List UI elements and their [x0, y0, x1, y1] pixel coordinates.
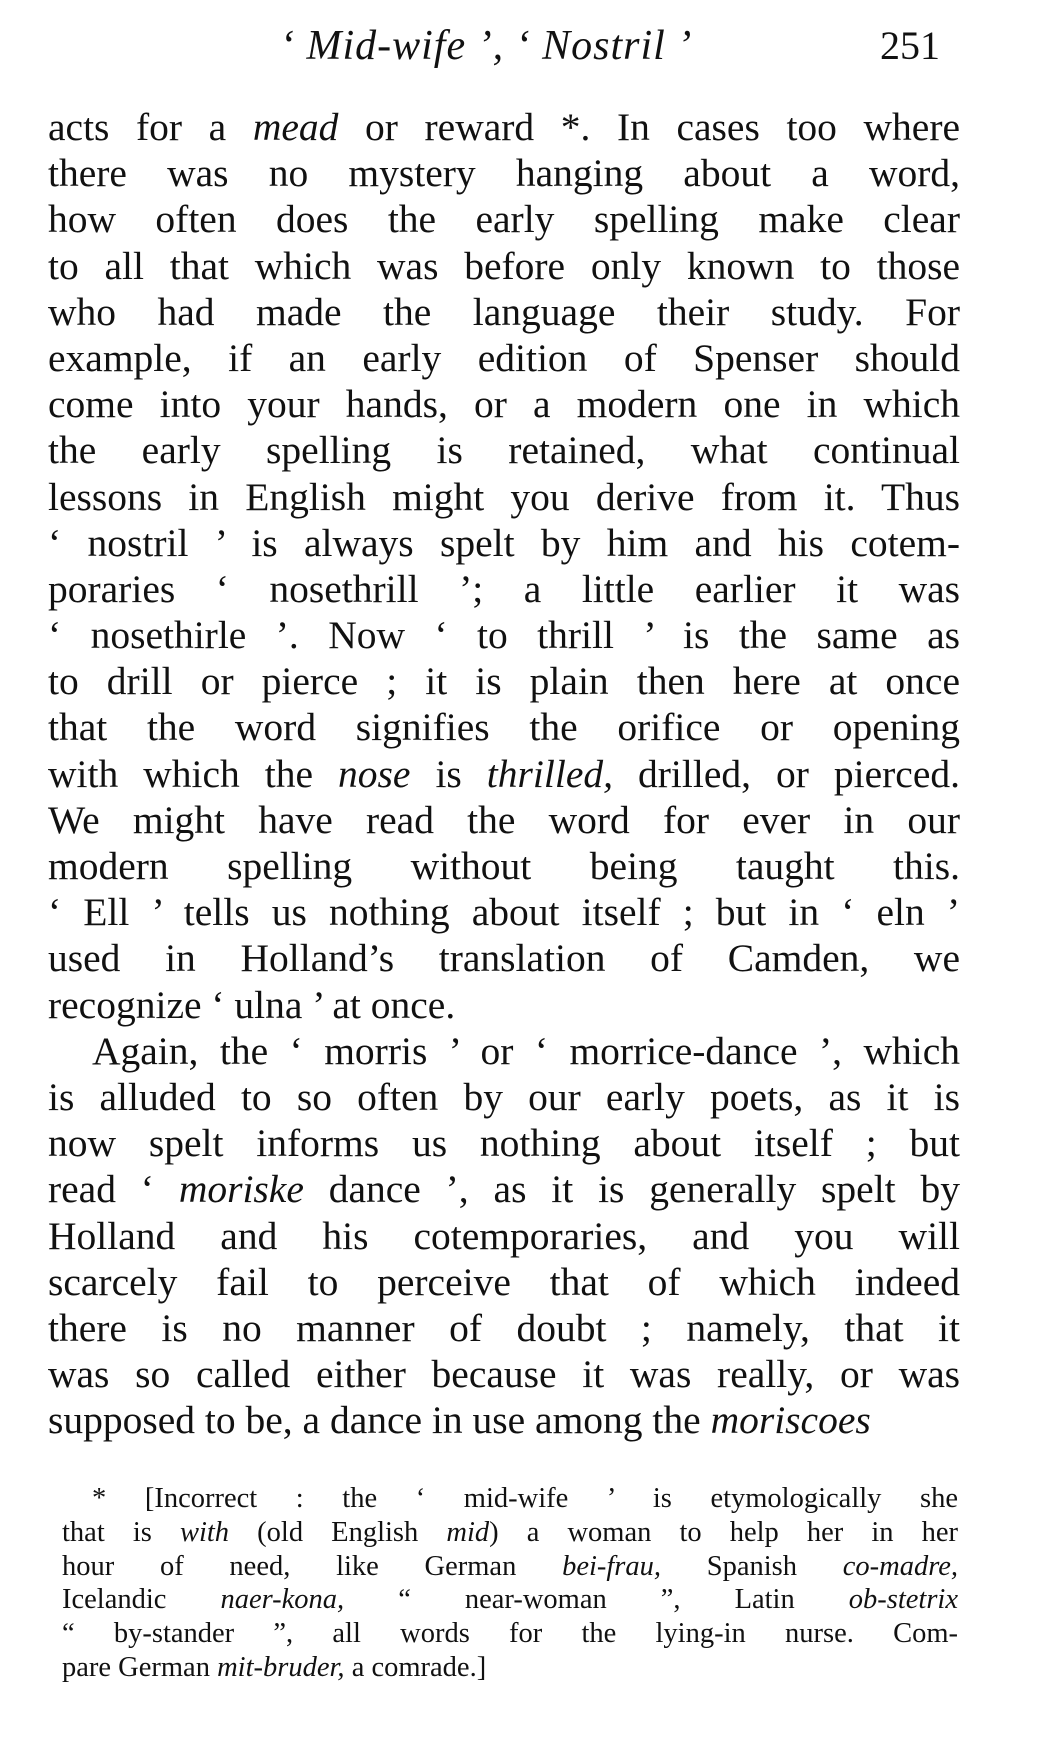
text-run: Holland and his cotemporaries, and you will	[48, 1213, 960, 1258]
text-run: “ by-stander ”, all words for the lying-in nurse. Com-	[62, 1618, 958, 1650]
body-line	[48, 1397, 960, 1443]
text-run: is	[410, 751, 487, 796]
text-run: pare German	[62, 1651, 218, 1683]
text-run: scarcely fail to perceive that of which indeed	[48, 1259, 960, 1304]
text-run: how often does the early spelling make clear	[48, 197, 960, 242]
footnote-line	[62, 1516, 958, 1550]
body-line	[48, 1213, 960, 1259]
text-run: example, if an early edition of Spenser should	[48, 335, 960, 380]
text-run: who had made the language their study. For	[48, 289, 960, 334]
italic-run: thrilled,	[486, 751, 613, 796]
text-run: now spelt informs us nothing about itself ; but	[48, 1121, 960, 1166]
running-head	[0, 22, 1064, 82]
text-run: there is no manner of doubt ; namely, that it	[48, 1305, 960, 1350]
italic-run: co-madre,	[842, 1550, 959, 1582]
text-run: ‘ nostril ’ is always spelt by him and his cotem-	[48, 520, 960, 565]
text-run: was so called either because it was really, or was	[48, 1352, 960, 1397]
text-run: is alluded to so often by our early poets, as it is	[48, 1074, 960, 1119]
italic-run: mid	[446, 1516, 490, 1548]
body-line	[48, 612, 960, 658]
body-line	[48, 1120, 960, 1166]
text-run: Again, the ‘ morris ’ or ‘ morrice-dance ’, which	[92, 1028, 960, 1073]
text-run: with which the	[48, 751, 339, 796]
text-run: acts for a	[48, 105, 253, 149]
italic-run: nose	[338, 751, 411, 796]
body-line	[48, 381, 960, 427]
text-run: ) a woman to help her in her	[489, 1516, 959, 1548]
body-line	[48, 704, 960, 750]
body-line	[48, 150, 960, 196]
text-run: used in Holland’s translation of Camden, we	[48, 936, 960, 981]
text-run: to drill or pierce ; it is plain then here at once	[48, 659, 960, 704]
footnote-line	[62, 1651, 958, 1685]
text-run: lessons in English might you derive from it. Thus	[48, 474, 960, 519]
text-run: drilled, or pierced.	[612, 751, 960, 796]
page-number: 251	[880, 23, 940, 68]
body-line	[48, 889, 960, 935]
body-line	[48, 1028, 960, 1074]
footnote-line	[62, 1550, 958, 1584]
text-run: Spanish	[661, 1550, 843, 1582]
text-run: hour of need, like German	[62, 1550, 563, 1582]
text-run: the early spelling is retained, what continual	[48, 428, 960, 473]
body-line	[48, 566, 960, 612]
body-line	[48, 982, 960, 1028]
text-run: We might have read the word for ever in our	[48, 797, 960, 842]
body-line	[48, 196, 960, 242]
italic-run: moriske	[178, 1167, 304, 1212]
body-line	[48, 1166, 960, 1212]
body-line	[48, 289, 960, 335]
text-run: that the word signifies the orifice or opening	[48, 705, 960, 750]
body-line	[48, 797, 960, 843]
body-line	[48, 104, 960, 150]
body-line	[48, 658, 960, 704]
text-run: poraries ‘ nosethrill ’; a little earlier it was	[48, 566, 960, 611]
footnote-line	[62, 1482, 958, 1516]
text-run: or reward *. In cases too where	[338, 105, 961, 149]
text-run: * [Incorrect : the ‘ mid-wife ’ is etymologically she	[92, 1483, 958, 1514]
body-line	[48, 474, 960, 520]
italic-run: naer-kona,	[220, 1584, 345, 1616]
text-run: dance ’, as it is generally spelt by	[303, 1167, 960, 1212]
italic-run: moriscoes	[710, 1398, 871, 1443]
italic-run: bei-frau,	[562, 1550, 662, 1582]
body-line	[48, 1351, 960, 1397]
text-run: supposed to be, a dance in use among the	[48, 1398, 711, 1443]
italic-run: mead	[252, 105, 339, 149]
text-run: “ near-woman ”, Latin	[344, 1584, 849, 1616]
body-line	[48, 935, 960, 981]
body-line	[48, 1074, 960, 1120]
body-line	[48, 243, 960, 289]
text-run: there was no mystery hanging about a word,	[48, 151, 960, 196]
footnote-line	[62, 1617, 958, 1651]
body-line	[48, 1259, 960, 1305]
text-run: come into your hands, or a modern one in which	[48, 382, 960, 427]
text-run: that is	[62, 1516, 180, 1548]
body-line	[48, 427, 960, 473]
text-run: Icelandic	[62, 1584, 221, 1616]
text-run: modern spelling without being taught this.	[48, 844, 960, 888]
body-line	[48, 843, 960, 889]
italic-run: with	[179, 1516, 230, 1548]
text-run: read ‘	[48, 1167, 179, 1212]
text-run: ‘ Ell ’ tells us nothing about itself ; but in ‘ eln ’	[48, 890, 960, 935]
text-run: to all that which was before only known to those	[48, 243, 960, 288]
footnote	[62, 1482, 958, 1685]
text-run: recognize ‘ ulna ’ at once.	[48, 982, 456, 1027]
body-text	[48, 104, 960, 1443]
running-title: ‘ Mid-wife ’, ‘ Nostril ’	[280, 23, 693, 69]
text-run: (old English	[229, 1516, 447, 1548]
italic-run: mit-bruder,	[217, 1651, 345, 1683]
italic-run: ob-stetrix	[848, 1584, 958, 1616]
footnote-line	[62, 1583, 958, 1617]
text-run: a comrade.]	[344, 1651, 487, 1683]
body-line	[48, 520, 960, 566]
body-line	[48, 1305, 960, 1351]
body-line	[48, 751, 960, 797]
body-line	[48, 335, 960, 381]
text-run: ‘ nosethirle ’. Now ‘ to thrill ’ is the same as	[48, 613, 960, 658]
